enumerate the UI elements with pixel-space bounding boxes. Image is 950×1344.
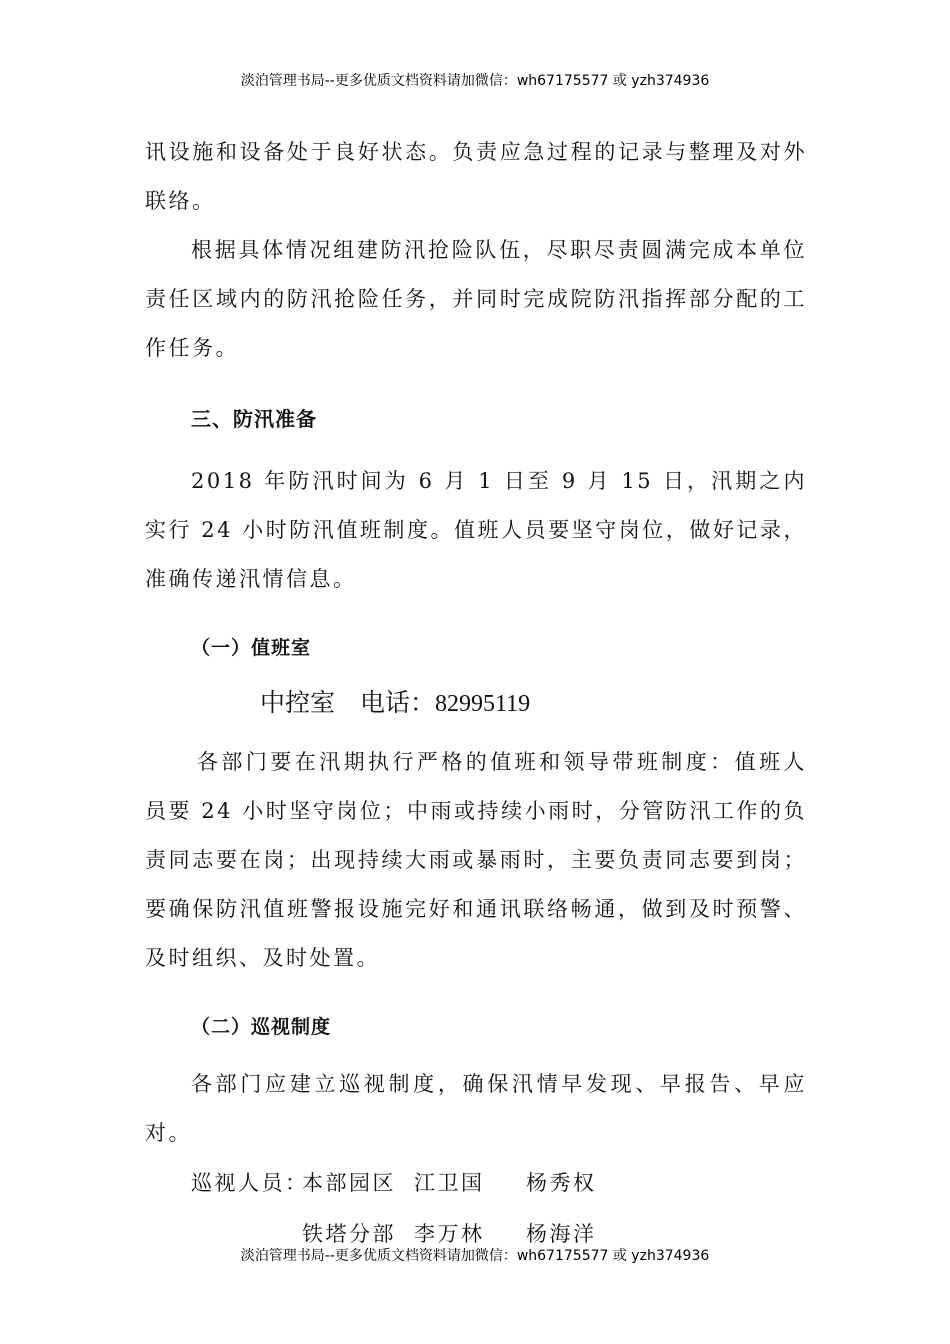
- patrol-dept: 铁塔分部: [302, 1222, 396, 1246]
- paragraph-1: 讯设施和设备处于良好状态。负责应急过程的记录与整理及对外联络。: [145, 140, 807, 213]
- patrol-person: 杨海洋: [526, 1222, 597, 1246]
- subsection-1-title: （一）值班室: [191, 637, 312, 659]
- section-3-title: 三、防汛准备: [191, 407, 317, 431]
- patrol-person: 杨秀权: [526, 1171, 597, 1195]
- patrol-dept: 本部园区: [302, 1171, 396, 1195]
- paragraph-2: 根据具体情况组建防汛抢险队伍，尽职尽责圆满完成本单位责任区域内的防汛抢险任务，并同时完成院防汛指挥部分配的工作任务。: [145, 238, 807, 360]
- footer-contact: wh67175577 或 yzh374936: [516, 1248, 710, 1264]
- paragraph-5: 各部门应建立巡视制度，确保汛情早发现、早报告、早应对。: [145, 1072, 807, 1145]
- header-contact: wh67175577 或 yzh374936: [516, 73, 710, 89]
- phone-label: 中控室 电话：: [260, 688, 436, 717]
- footer-prefix: 淡泊管理书局--更多优质文档资料请加微信：: [240, 1248, 517, 1264]
- header-prefix: 淡泊管理书局--更多优质文档资料请加微信：: [240, 73, 517, 89]
- patrol-label: 巡视人员：: [191, 1171, 309, 1195]
- patrol-row: [145, 1158, 807, 1209]
- paragraph-4: 各部门要在汛期执行严格的值班和领导带班制度：值班人员要 24 小时坚守岗位；中雨或持续小雨时，分管防汛工作的负责同志要在岗；出现持续大雨或暴雨时，主要负责同志要到岗；要确保防汛值班警报设施完好和通讯联络畅通，做到及时预警、及时组织、及时处置。: [145, 750, 807, 970]
- subsection-2-title: （二）巡视制度: [191, 1016, 332, 1038]
- phone-line: [260, 683, 807, 724]
- document-body: [145, 128, 807, 1260]
- paragraph-3: 2018 年防汛时间为 6 月 1 日至 9 月 15 日，汛期之内实行 24 小时防汛值班制度。值班人员要坚守岗位，做好记录，准确传递汛情信息。: [145, 469, 807, 591]
- patrol-person: 李万林: [414, 1222, 485, 1246]
- page-footer: [0, 1245, 950, 1265]
- patrol-person: 江卫国: [414, 1171, 485, 1195]
- phone-number: 82995119: [435, 691, 531, 717]
- page-header: [0, 70, 950, 90]
